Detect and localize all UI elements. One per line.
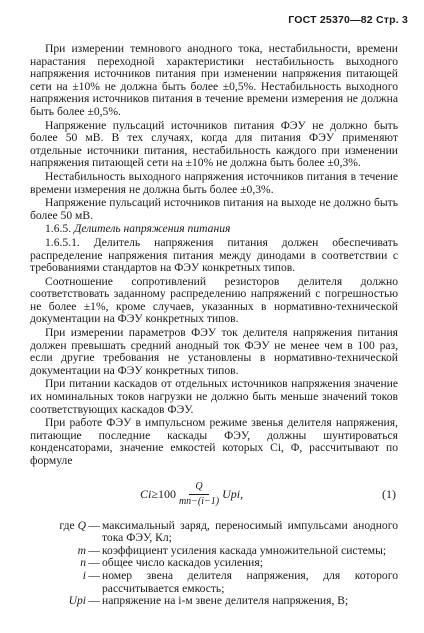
formula-coefficient: 100	[157, 487, 176, 502]
definition-text: максимальный заряд, переносимый импульсами анодного тока ФЭУ, Кл;	[102, 518, 398, 545]
definition-term: n	[80, 556, 86, 570]
formula-numerator: Q	[189, 481, 208, 496]
definition-item	[30, 570, 398, 595]
section-heading	[30, 223, 398, 236]
definition-item	[30, 595, 398, 608]
definition-text: номер звена делителя напряжения, для которого рассчитывается емкость;	[102, 568, 398, 595]
formula-number: (1)	[382, 487, 396, 502]
formula-lhs: Ci	[140, 487, 152, 502]
formula-relation: ≥	[151, 487, 158, 502]
definition-text: напряжение на i-м звене делителя напряжения, В;	[102, 594, 349, 608]
paragraph: При измерении темнового анодного тока, нестабильности, времени нарастания переходной характеристики нестабильность выходного напряжения источников питания при изменении напряжения питающей сети на ±10% не должна быть более ±0,5%. Нестабильность выходного напряжения источников питания в течение времени измерения не должна быть более ±0,5%.	[30, 42, 398, 118]
definition-text: общее число каскадов усиления;	[102, 556, 263, 570]
paragraph: Напряжение пульсаций источников питания ФЭУ не должно быть более 50 мВ. В тех случаях, когда для питания ФЭУ применяют отдельные источники питания, нестабильность каждого при изменении напряжения питающей сети на ±10% не должна быть более ±0,3%.	[30, 118, 398, 170]
page-header	[288, 14, 408, 26]
standard-number: ГОСТ 25370—82	[288, 14, 373, 26]
definition-text: коэффициент усиления каскада умножительной системы;	[102, 543, 387, 557]
paragraph: При работе ФЭУ в импульсном режиме звенья делителя напряжения, питающие последние каскады ФЭУ, должны шунтироваться конденсаторами, значение емкостей которых Ci, Φ, рассчитывают по формуле	[30, 416, 398, 467]
page-number: Стр. 3	[375, 14, 408, 26]
paragraph: 1.6.5.1. Делитель напряжения питания должен обеспечивать распределение напряжения питания между динодами в соответствии с требованиями стандартов на ФЭУ конкретных типов.	[30, 235, 398, 275]
definition-item	[30, 520, 398, 545]
definition-term: Q	[77, 518, 86, 532]
formula-fraction	[179, 481, 219, 509]
formula-denominator: mn−(i−1)	[178, 496, 220, 508]
definition-dash: —	[88, 568, 100, 582]
definition-term: m	[77, 543, 86, 557]
paragraph: При питании каскадов от отдельных источников напряжения значение их номинальных токов нагрузки не должно быть меньше значений токов соответствующих каскадов ФЭУ.	[30, 377, 398, 416]
definition-dash: —	[88, 518, 100, 532]
paragraph: Соотношение сопротивлений резисторов делителя должно соответствовать заданному распределению напряжений с погрешностью не более ±1%, кроме случаев, указанных в нормативно-технической документации на ФЭУ конкретных типов.	[30, 274, 398, 326]
definition-dash: —	[88, 556, 100, 570]
definition-dash: —	[88, 543, 100, 557]
definition-dash: —	[88, 594, 100, 608]
definitions-prefix: где	[59, 518, 75, 532]
section-number: 1.6.5.	[45, 222, 72, 236]
definition-term: Upi	[68, 594, 86, 608]
paragraph: При измерении параметров ФЭУ ток делителя напряжения питания должен превышать средний анодный ток ФЭУ не менее чем в 100 раз, если другие требования не установлены в нормативно-технической документации на ФЭУ конкретных типов.	[30, 326, 398, 377]
formula-expression	[140, 481, 243, 509]
formula-1	[30, 478, 398, 512]
document-body	[30, 43, 398, 608]
section-title: Делитель напряжения питания	[74, 222, 231, 236]
definition-term: i	[82, 568, 86, 582]
definitions-list	[30, 520, 398, 608]
paragraph: Напряжение пульсаций источников питания на выходе не должно быть более 50 мВ.	[30, 196, 398, 222]
formula-rhs: Upi,	[222, 487, 244, 502]
paragraph: Нестабильность выходного напряжения источников питания в течение времени измерения не должна быть более ±0,3%.	[30, 169, 398, 196]
